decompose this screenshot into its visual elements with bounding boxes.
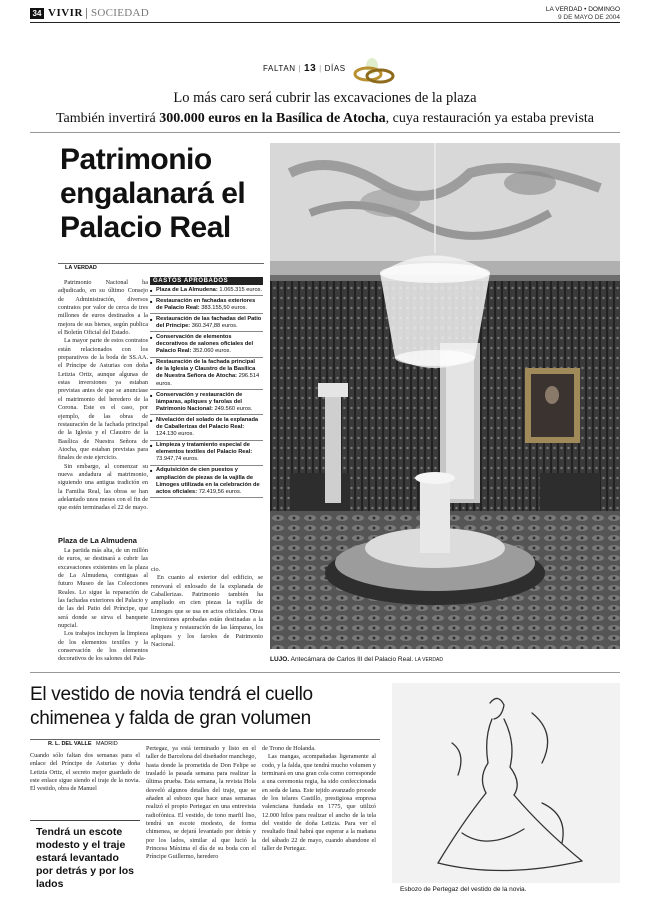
- gastos-box: [150, 277, 263, 498]
- gastos-item-value: 72.419,56 euros.: [198, 488, 242, 495]
- bullet-icon: ■: [150, 334, 153, 340]
- wedding-rings-icon: [350, 50, 398, 86]
- story2-byline-rule: [30, 739, 380, 740]
- story2-byline: [48, 741, 118, 747]
- gastos-item-label: Limpieza y tratamiento especial de elementos textiles del Palacio Real:: [156, 442, 253, 456]
- gastos-item-label: Restauración de la fachada principal de la Iglesia y Claustro de la Basílica de Nuestra Señora de Atocha:: [156, 359, 256, 380]
- gastos-item: [150, 358, 263, 390]
- bullet-icon: ■: [150, 392, 153, 398]
- photo-caption: LUJO. Antecámara de Carlos III del Palacio Real. LA VERDAD: [270, 656, 443, 663]
- story2-column-1: Cuando sólo faltan dos semanas para el enlace del Príncipe de Asturias y doña Letizia Ortiz, el secreto mejor guardado de este enlace sigue siendo el traje de la novia. El vestido, obra de Manuel: [30, 752, 140, 793]
- gastos-item: [150, 390, 263, 415]
- gastos-item: [150, 296, 263, 314]
- story2-column-3: de Trono de Holanda. Las mangas, acompañadas ligeramente al codo, y la falda, que tendrá mucho volumen y terminará en una gran cola como corresponde a una ceremonia regia, ha sido confeccionada en seda de lana. Este tejido avanzado procede de los telares Castillo, prestigiosa empresa valenciana fundada en 1775, que utilizó 12.000 hilos para realizar el ancho de la tela del vestido de doña Letizia. Para ver el resultado final habrá que esperar a la mañana del sábado 22 de mayo, cuando abandone el taller de Pertegaz.: [262, 745, 376, 853]
- gastos-list: [150, 285, 263, 498]
- gastos-item-label: Nivelación del solado de la explanada de Caballerizas del Palacio Real:: [156, 416, 259, 430]
- gastos-item-value: 296.514 euros.: [156, 373, 260, 387]
- gastos-item-value: 383.155,50 euros.: [201, 304, 248, 311]
- gastos-item: [150, 314, 263, 332]
- countdown: FALTAN | 13 | DÍAS: [263, 63, 346, 74]
- gastos-item-label: Conservación y restauración de lámparas, apliques y farolas del Patrimonio Nacional:: [156, 391, 243, 412]
- story2-column-2: Pertegaz, ya está terminado y listo en el taller de Barcelona del diseñador manchego, hasta donde la prometida de Don Felipe se trasladó la pasada semana para realizar la última prueba. Esta semana, la revista Hola desveló algunos detalles del traje, que se añaden al esbozo que hace unas semanas realizó el propio Pertegaz en una entrevista radiofónica. El vestido, de tono marfil liso, tendrá un escote modesto, de forma chimenea, se dejará levantado por detrás y por los lados, similar al que lució la Princesa Máxima el día de su boda con el Príncipe Guillermo, heredero: [146, 745, 256, 861]
- gastos-item-value: 352.060 euros.: [193, 348, 231, 355]
- gastos-item-value: 124.130 euros.: [156, 431, 194, 438]
- gastos-item: [150, 285, 263, 296]
- section-name: VIVIR: [48, 7, 83, 19]
- gastos-item-value: 73.947,74 euros.: [156, 456, 199, 463]
- gastos-item-value: 249.560 euros.: [214, 405, 253, 412]
- byline-city: MADRID: [96, 741, 118, 747]
- bullet-icon: ■: [150, 417, 153, 423]
- gastos-item: [150, 441, 263, 466]
- pullquote-rule: [30, 820, 140, 821]
- gastos-item-label: Adquisición de cien puestos y ampliación de piezas de la vajilla de Limoges utilizada en la celebración de actos oficiales:: [156, 467, 260, 495]
- gastos-item-label: Conservación de elementos decorativos de salones oficiales del Palacio Real:: [156, 333, 254, 355]
- countdown-number: 13: [304, 63, 317, 74]
- story1-byline-rule: [58, 263, 264, 264]
- photo-caption-label: LUJO.: [270, 656, 290, 663]
- story1-headline: Patrimonio engalanará el Palacio Real: [60, 143, 246, 244]
- gastos-item: [150, 332, 263, 357]
- story1-column-1: Patrimonio Nacional ha adjudicado, en su último Consejo de Administración, diversos contratos por valor de cerca de tres millones de euros destinados a la mejora de sus bienes, según publica el Boletín Oficial del Estado. La mayor parte de estos contratos están relacionados con los preparativos de la boda de SS.AA. el Príncipe de Asturias con doña Letizia Ortiz, aunque algunas de estas inversiones ya estaban previstas antes de que se anunciase el matrimonio del heredero de la Corona. Este es el caso, por ejemplo, de las obras de restauración de la fachada principal de la Iglesia y el Claustro de la Basílica de Nuestra Señora de Atocha, que estaban previstas para finales de este ejercicio. Sin embargo, al comenzar su nueva andadura al matrimonio, siguiendo una antigua tradición en la Familia Real, las obras se han adelantado unos meses con el fin de que estén terminadas el 22 de mayo.: [58, 279, 148, 512]
- page-number-badge: 34: [30, 8, 44, 19]
- gastos-item-value: 360.347,88 euros.: [191, 322, 238, 329]
- bullet-icon: ■: [150, 287, 153, 293]
- story1-column-1b: La partida más alta, de un millón de euros, se destinará a cubrir las excavaciones existentes en la plaza de La Almudena, contiguas al futuro Museo de las Colecciones Reales. Lo sigue la reparación de las fachadas exteriores del Palacio y de las del Patio del Príncipe, que será donde se sirva el banquete nupcial. Los trabajos incluyen la limpieza de los elementos textiles y la conservación de los elementos decorativos de los salones del Pala-: [58, 547, 148, 663]
- palace-photo: [270, 143, 620, 649]
- gastos-item-label: Restauración de las fachadas del Patio del Príncipe:: [156, 315, 262, 329]
- lead-subtitle-bold: 300.000 euros en la Basílica de Atocha: [159, 111, 386, 126]
- byline-name: R. L. DEL VALLE: [48, 741, 92, 747]
- bullet-icon: ■: [150, 360, 153, 366]
- story-divider: [30, 672, 620, 673]
- story1-subhead: Plaza de La Almudena: [58, 536, 137, 545]
- story2-headline: El vestido de novia tendrá el cuello chimenea y falda de gran volumen: [30, 684, 313, 729]
- countdown-right: DÍAS: [324, 64, 346, 73]
- dress-sketch: [392, 683, 620, 883]
- bullet-icon: ■: [150, 468, 153, 474]
- photo-credit: LA VERDAD: [414, 657, 443, 663]
- gastos-title: GASTOS APROBADOS: [150, 277, 263, 285]
- newspaper-name: LA VERDAD • DOMINGO: [545, 6, 620, 13]
- lead-rule: [30, 132, 620, 133]
- header-rule: [30, 22, 620, 23]
- gastos-item: [150, 466, 263, 498]
- bullet-icon: ■: [150, 298, 153, 304]
- section-divider: [86, 8, 87, 19]
- gastos-item: [150, 415, 263, 440]
- gastos-item-label: Plaza de La Almudena:: [156, 286, 218, 293]
- story1-byline: LA VERDAD: [65, 265, 97, 271]
- story1-column-2: cio. En cuanto al exterior del edificio, se renovará el enlosado de la explanada de Caballerizas. Patrimonio también ha ampliado en cien piezas la vajilla de Limoges que se usa en actos oficiales. Otras inversiones aprobadas están destinadas a la limpieza y restauración de las lámparas, los apliques y los faroles de Patrimonio Nacional.: [151, 566, 263, 649]
- gastos-item-label: Restauración en fachadas exteriores de Palacio Real:: [156, 297, 256, 311]
- bullet-icon: ■: [150, 316, 153, 322]
- countdown-left: FALTAN: [263, 64, 296, 73]
- sketch-caption: Esbozo de Pertegaz del vestido de la novia.: [400, 886, 527, 893]
- subsection-name: SOCIEDAD: [91, 7, 150, 19]
- lead-subtitle: También invertirá 300.000 euros en la Basílica de Atocha, cuya restauración ya estaba prevista: [55, 111, 595, 126]
- lead-kicker: Lo más caro será cubrir las excavaciones de la plaza: [173, 90, 477, 106]
- bullet-icon: ■: [150, 443, 153, 449]
- pullquote: Tendrá un escote modesto y el traje estará levantado por detrás y por los lados: [36, 826, 135, 890]
- issue-date: 9 DE MAYO DE 2004: [557, 14, 620, 21]
- gastos-item-value: 1.065.315 euros.: [219, 286, 263, 293]
